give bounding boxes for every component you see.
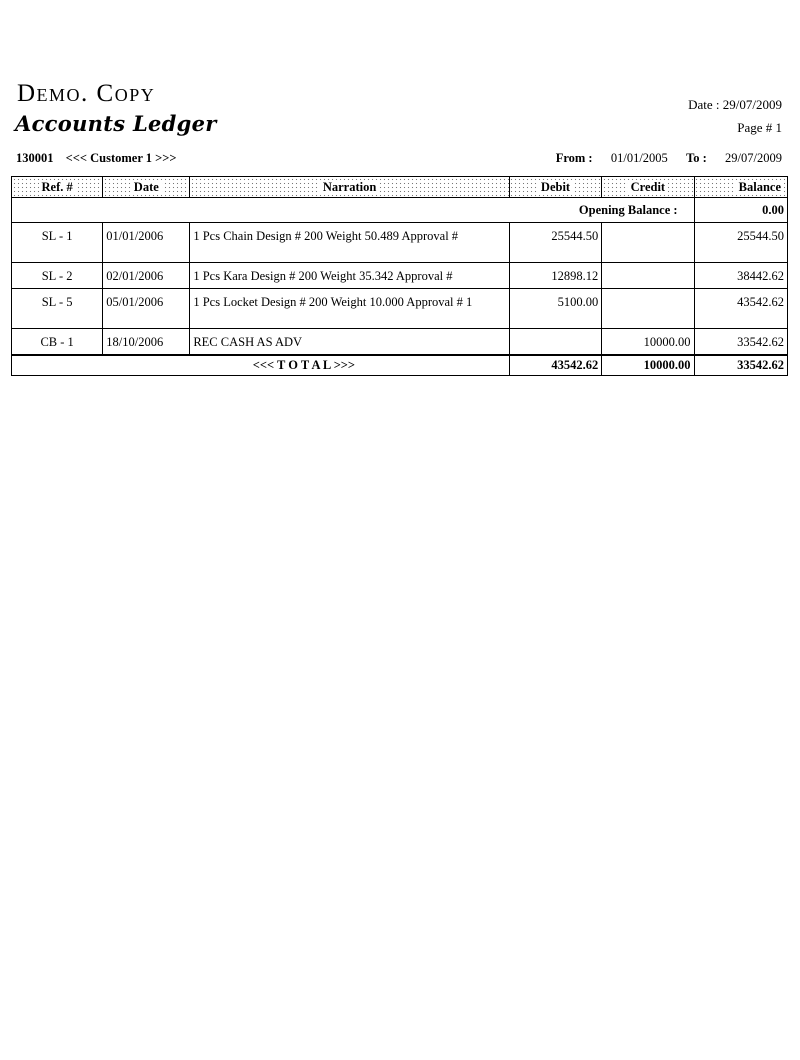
table-row	[12, 329, 788, 356]
account-info	[16, 151, 186, 166]
total-debit: 43542.62	[509, 355, 601, 376]
row-debit: 5100.00	[509, 289, 601, 329]
table-row	[12, 223, 788, 263]
row-date: 02/01/2006	[103, 263, 190, 289]
header-balance: Balance	[694, 177, 787, 198]
row-credit	[602, 223, 694, 263]
table-header-row	[12, 177, 788, 198]
row-ref: SL - 2	[12, 263, 103, 289]
total-row	[12, 355, 788, 376]
header-credit: Credit	[602, 177, 694, 198]
row-ref: SL - 5	[12, 289, 103, 329]
from-label: From :	[555, 151, 593, 165]
from-value: 01/01/2005	[610, 151, 668, 165]
total-label: <<< T O T A L >>>	[12, 355, 510, 376]
header-ref: Ref. #	[12, 177, 103, 198]
row-narration: 1 Pcs Locket Design # 200 Weight 10.000 Approval # 1	[190, 289, 510, 329]
row-debit	[509, 329, 601, 356]
ledger-table	[11, 176, 788, 376]
row-narration: REC CASH AS ADV	[190, 329, 510, 356]
page-number: Page # 1	[737, 120, 782, 135]
opening-balance-row	[12, 198, 788, 223]
row-balance: 25544.50	[694, 223, 787, 263]
row-balance: 43542.62	[694, 289, 787, 329]
to-label: To :	[686, 151, 707, 165]
row-debit: 25544.50	[509, 223, 601, 263]
account-name: <<< Customer 1 >>>	[65, 151, 177, 165]
row-ref: SL - 1	[12, 223, 103, 263]
account-code: 130001	[16, 151, 54, 165]
row-balance: 38442.62	[694, 263, 787, 289]
company-name: Demo. Copy	[17, 80, 156, 107]
header-date: Date	[103, 177, 190, 198]
row-date: 05/01/2006	[103, 289, 190, 329]
row-narration: 1 Pcs Kara Design # 200 Weight 35.342 Approval #	[190, 263, 510, 289]
row-narration: 1 Pcs Chain Design # 200 Weight 50.489 Approval #	[190, 223, 510, 263]
table-row	[12, 289, 788, 329]
row-balance: 33542.62	[694, 329, 787, 356]
row-debit: 12898.12	[509, 263, 601, 289]
header-narration: Narration	[190, 177, 510, 198]
to-value: 29/07/2009	[725, 151, 782, 165]
row-credit	[602, 289, 694, 329]
date-range	[556, 151, 782, 166]
total-balance: 33542.62	[694, 355, 787, 376]
header-debit: Debit	[509, 177, 601, 198]
report-date: Date : 29/07/2009	[688, 97, 782, 112]
row-date: 01/01/2006	[103, 223, 190, 263]
opening-balance-label: Opening Balance :	[12, 198, 695, 223]
row-credit	[602, 263, 694, 289]
row-ref: CB - 1	[12, 329, 103, 356]
table-row	[12, 263, 788, 289]
row-credit: 10000.00	[602, 329, 694, 356]
report-title: Accounts Ledger	[15, 111, 217, 136]
total-credit: 10000.00	[602, 355, 694, 376]
opening-balance-value: 0.00	[694, 198, 787, 223]
row-date: 18/10/2006	[103, 329, 190, 356]
